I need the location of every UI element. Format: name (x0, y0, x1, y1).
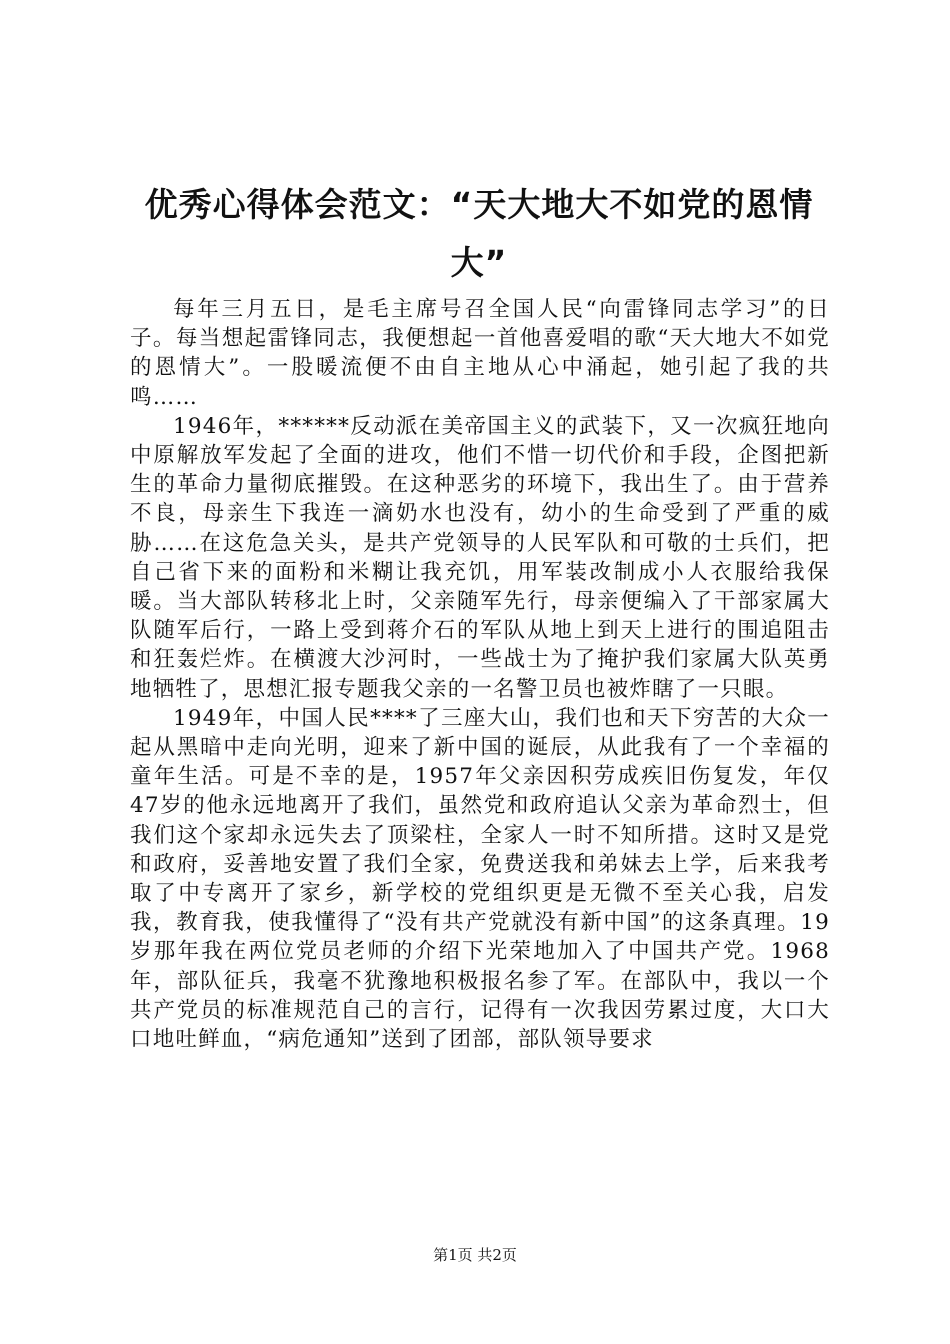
page-number-footer: 第1页 共2页 (433, 1246, 517, 1264)
document-title: 优秀心得体会范文：“天大地大不如党的恩情大” (144, 185, 814, 282)
paragraph-1: 每年三月五日，是毛主席号召全国人民“向雷锋同志学习”的日子。每当想起雷锋同志，我便想起一首他喜爱唱的歌“天大地大不如党的恩情大”。一股暖流便不由自主地从心中涌起，她引起了我的共鸣…… (130, 297, 830, 410)
paragraph-2: 1946年，******反动派在美帝国主义的武装下，又一次疯狂地向中原解放军发起了全面的进攻，他们不惜一切代价和手段，企图把新生的革命力量彻底摧毁。在这种恶劣的环境下，我出生了。由于营养不良，母亲生下我连一滴奶水也没有，幼小的生命受到了严重的威胁……在这危急关头，是共产党领导的人民军队和可敬的士兵们，把自己省下来的面粉和米糊让我充饥，用军装改制成小人衣服给我保暖。当大部队转移北上时，父亲随军先行，母亲便编入了干部家属大队随军后行，一路上受到蒋介石的军队从地上到天上进行的围追阻击和狂轰烂炸。在横渡大沙河时，一些战士为了掩护我们家属大队英勇地牺牲了，思想汇报专题我父亲的一名警卫员也被炸瞎了一只眼。 (130, 413, 830, 702)
paragraph-3: 1949年，中国人民****了三座大山，我们也和天下穷苦的大众一起从黑暗中走向光明，迎来了新中国的诞辰，从此我有了一个幸福的童年生活。可是不幸的是，1957年父亲因积劳成疾旧伤复发，年仅47岁的他永远地离开了我们，虽然党和政府追认父亲为革命烈士，但我们这个家却永远失去了顶梁柱，全家人一时不知所措。这时又是党和政府，妥善地安置了我们全家，免费送我和弟妹去上学，后来我考取了中专离开了家乡，新学校的党组织更是无微不至关心我，启发我，教育我，使我懂得了“没有共产党就没有新中国”的这条真理。19岁那年我在两位党员老师的介绍下光荣地加入了中国共产党。1968年，部队征兵，我毫不犹豫地积极报名参了军。在部队中，我以一个共产党员的标准规范自己的言行，记得有一次我因劳累过度，大口大口地吐鲜血，“病危通知”送到了团部，部队领导要求 (130, 705, 830, 1053)
document-body (130, 295, 830, 1054)
